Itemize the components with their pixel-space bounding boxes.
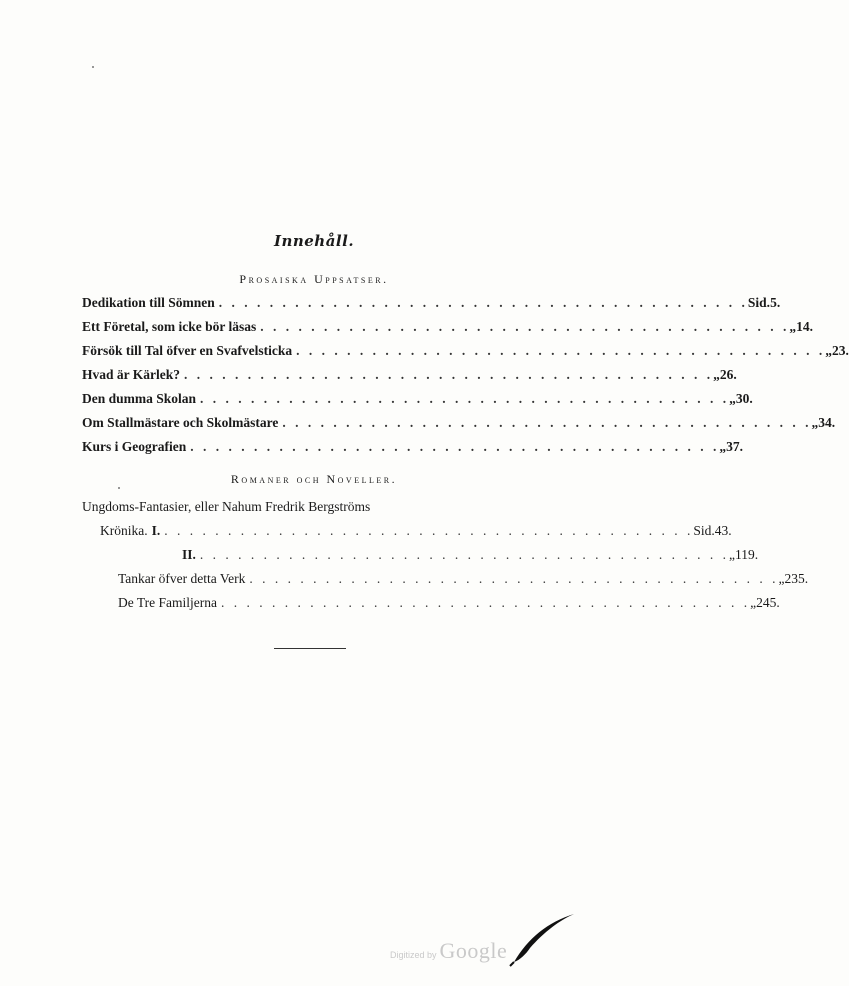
entry-ref: Sid. <box>747 295 771 310</box>
entry-title: Kurs i Geografien <box>82 439 187 454</box>
entry-page: 23. <box>832 343 849 358</box>
leader-dots: . . . . . . . . . . . . . . . . . . . . . . . . . . . . . . . . . . . . . . . . . . <box>249 571 779 586</box>
watermark-logo: Google <box>439 938 508 963</box>
toc-entry <box>82 316 813 338</box>
entry-page: 235. <box>784 571 809 586</box>
quill-mark-icon <box>500 908 580 968</box>
entry-title: Krönika. <box>100 523 148 538</box>
toc-entry <box>82 364 737 386</box>
entry-page: 34. <box>818 415 836 430</box>
closing-rule <box>274 648 346 649</box>
toc-entry <box>82 412 836 434</box>
entry-ref: „ <box>729 391 736 406</box>
leader-dots: . . . . . . . . . . . . . . . . . . . . . . . . . . . . . . . . . . . . . . . . . . <box>218 295 748 310</box>
entry-title: Tankar öfver detta Verk <box>118 571 246 586</box>
entry-ref: „ <box>750 595 757 610</box>
toc-entry <box>118 568 809 590</box>
entry-ref: „ <box>778 571 785 586</box>
leader-dots: . . . . . . . . . . . . . . . . . . . . . . . . . . . . . . . . . . . . . . . . . . <box>260 319 790 334</box>
entry-title: Ett Företal, som icke bör läsas <box>82 319 257 334</box>
toc-entry <box>182 544 759 566</box>
leader-dots: . . . . . . . . . . . . . . . . . . . . . . . . . . . . . . . . . . . . . . . . . . <box>164 523 694 538</box>
entry-title: Hvad är Kärlek? <box>82 367 181 382</box>
entry-title: Dedikation till Sömnen <box>82 295 215 310</box>
entry-title: Den dumma Skolan <box>82 391 197 406</box>
entry-page: 30. <box>735 391 753 406</box>
entry-part: II. <box>182 547 196 562</box>
toc-entry <box>82 340 849 362</box>
entry-part: I. <box>151 523 161 538</box>
section-heading-romaner: Romaner och Noveller. <box>230 472 398 486</box>
entry-page: 245. <box>756 595 780 610</box>
leader-dots: . . . . . . . . . . . . . . . . . . . . . . . . . . . . . . . . . . . . . . . . . . <box>282 415 812 430</box>
watermark-prefix: Digitized by <box>390 950 437 960</box>
entry-title: Om Stallmästare och Skolmästare <box>82 415 279 430</box>
paper-speck <box>92 66 94 68</box>
entry-ref: „ <box>729 547 736 562</box>
toc-entry <box>100 520 732 542</box>
toc-entry <box>82 388 753 410</box>
leader-dots: . . . . . . . . . . . . . . . . . . . . . . . . . . . . . . . . . . . . . . . . . . <box>221 595 751 610</box>
digitized-watermark <box>390 938 507 964</box>
entry-page: 43. <box>714 523 732 538</box>
entry-ref: „ <box>713 367 720 382</box>
entry-title: De Tre Familjerna <box>118 595 217 610</box>
entry-ref: Sid. <box>693 523 715 538</box>
entry-page: 119. <box>735 547 759 562</box>
entry-title: Försök till Tal öfver en Svafvelsticka <box>82 343 293 358</box>
section-intro-line: Ungdoms-Fantasier, eller Nahum Fredrik Bergströms <box>82 499 371 514</box>
leader-dots: . . . . . . . . . . . . . . . . . . . . . . . . . . . . . . . . . . . . . . . . . . <box>296 343 826 358</box>
toc-entry <box>82 292 781 314</box>
leader-dots: . . . . . . . . . . . . . . . . . . . . . . . . . . . . . . . . . . . . . . . . . . <box>184 367 714 382</box>
entry-ref: „ <box>825 343 833 358</box>
section-heading-prosaiska: Prosaiska Uppsatser. <box>239 272 389 286</box>
toc-entry <box>82 436 743 458</box>
leader-dots: . . . . . . . . . . . . . . . . . . . . . . . . . . . . . . . . . . . . . . . . . . <box>199 547 730 562</box>
entry-ref: „ <box>719 439 727 454</box>
toc-entry <box>118 592 780 614</box>
entry-page: 37. <box>726 439 743 454</box>
entry-page: 26. <box>719 367 737 382</box>
entry-page: 5. <box>770 295 781 310</box>
leader-dots: . . . . . . . . . . . . . . . . . . . . . . . . . . . . . . . . . . . . . . . . . . <box>200 391 730 406</box>
leader-dots: . . . . . . . . . . . . . . . . . . . . . . . . . . . . . . . . . . . . . . . . . . <box>190 439 720 454</box>
entry-page: 14. <box>796 319 813 334</box>
paper-speck <box>118 487 120 489</box>
entry-ref: „ <box>789 319 797 334</box>
entry-ref: „ <box>811 415 819 430</box>
page-title: Innehåll. <box>273 232 355 250</box>
